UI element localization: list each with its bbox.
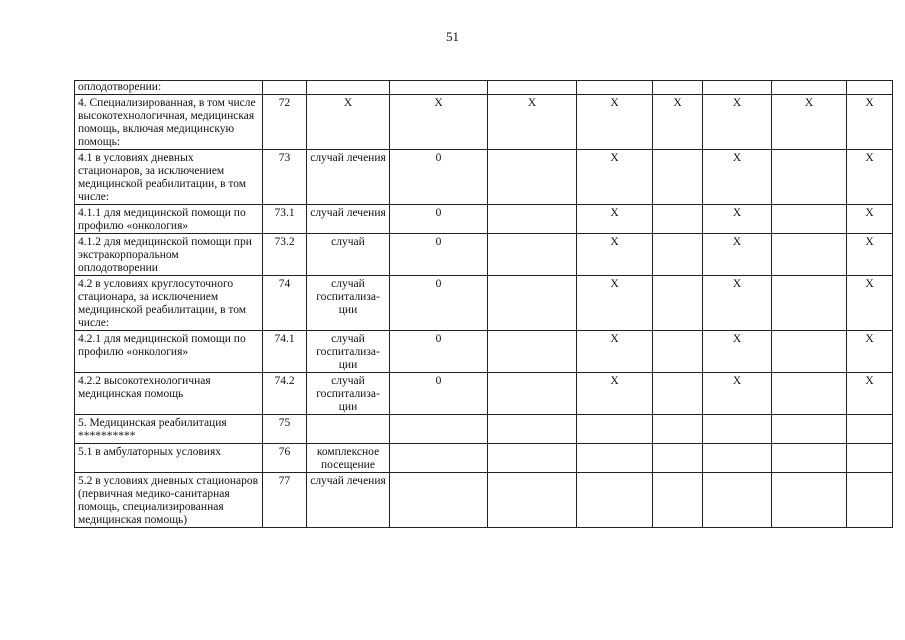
cell-row-code: 73.1 xyxy=(263,205,307,234)
cell-value xyxy=(847,473,893,528)
cell-indicator: 4.2.1 для медицинской помощи по профилю «онкология» xyxy=(75,331,263,373)
cell-value xyxy=(847,415,893,444)
cell-value xyxy=(577,81,653,95)
cell-unit: случай лечения xyxy=(307,473,390,528)
table-row xyxy=(75,444,893,473)
cell-value: 0 xyxy=(390,276,488,331)
cell-value: X xyxy=(703,373,772,415)
cell-indicator: 4.1 в условиях дневных стационаров, за исключением медицинской реабилитации, в том числе: xyxy=(75,150,263,205)
cell-value xyxy=(772,444,847,473)
cell-value xyxy=(653,150,703,205)
cell-value: X xyxy=(703,205,772,234)
cell-value xyxy=(577,444,653,473)
cell-row-code: 77 xyxy=(263,473,307,528)
cell-value xyxy=(390,415,488,444)
cell-value: X xyxy=(847,276,893,331)
cell-indicator: 4.1.1 для медицинской помощи по профилю «онкология» xyxy=(75,205,263,234)
cell-value xyxy=(390,444,488,473)
cell-unit: случай госпитализа-ции xyxy=(307,331,390,373)
cell-value xyxy=(488,373,577,415)
cell-value xyxy=(653,373,703,415)
cell-value xyxy=(703,444,772,473)
cell-indicator: 4. Специализированная, в том числе высокотехнологичная, медицинская помощь, включая медицинскую помощь: xyxy=(75,95,263,150)
cell-value xyxy=(488,415,577,444)
cell-value xyxy=(390,473,488,528)
cell-value xyxy=(577,473,653,528)
cell-value xyxy=(703,81,772,95)
cell-value: X xyxy=(577,373,653,415)
cell-value: X xyxy=(847,234,893,276)
cell-value: X xyxy=(577,276,653,331)
cell-value xyxy=(772,331,847,373)
cell-value: X xyxy=(488,95,577,150)
table-row xyxy=(75,95,893,150)
data-table xyxy=(74,80,893,528)
cell-value xyxy=(488,234,577,276)
cell-indicator: 5. Медицинская реабилитация ********** xyxy=(75,415,263,444)
cell-value xyxy=(488,473,577,528)
cell-value xyxy=(772,415,847,444)
cell-unit xyxy=(307,415,390,444)
cell-value: X xyxy=(703,276,772,331)
table-row xyxy=(75,276,893,331)
cell-value: X xyxy=(847,373,893,415)
table-row xyxy=(75,150,893,205)
cell-value xyxy=(847,81,893,95)
cell-row-code: 73.2 xyxy=(263,234,307,276)
cell-indicator: оплодотворении: xyxy=(75,81,263,95)
cell-unit: случай лечения xyxy=(307,150,390,205)
cell-row-code: 76 xyxy=(263,444,307,473)
cell-value xyxy=(653,81,703,95)
cell-value xyxy=(488,331,577,373)
table-row xyxy=(75,373,893,415)
table-row xyxy=(75,473,893,528)
cell-value xyxy=(703,473,772,528)
cell-value xyxy=(653,444,703,473)
cell-value xyxy=(653,473,703,528)
cell-value: X xyxy=(577,331,653,373)
cell-value xyxy=(488,276,577,331)
cell-value xyxy=(772,150,847,205)
cell-value: X xyxy=(703,234,772,276)
cell-indicator: 4.1.2 для медицинской помощи при экстракорпоральном оплодотворении xyxy=(75,234,263,276)
cell-row-code xyxy=(263,81,307,95)
cell-row-code: 74.2 xyxy=(263,373,307,415)
cell-row-code: 74.1 xyxy=(263,331,307,373)
cell-value xyxy=(488,150,577,205)
cell-value xyxy=(653,205,703,234)
table-row xyxy=(75,331,893,373)
cell-unit xyxy=(307,81,390,95)
cell-value: X xyxy=(577,150,653,205)
cell-value: X xyxy=(847,331,893,373)
cell-value xyxy=(847,444,893,473)
table-body xyxy=(75,81,893,528)
cell-indicator: 4.2.2 высокотехнологичная медицинская помощь xyxy=(75,373,263,415)
cell-row-code: 73 xyxy=(263,150,307,205)
cell-value: X xyxy=(847,205,893,234)
cell-value xyxy=(653,415,703,444)
cell-value xyxy=(390,81,488,95)
cell-value xyxy=(772,373,847,415)
cell-value: 0 xyxy=(390,234,488,276)
cell-unit: X xyxy=(307,95,390,150)
cell-value: 0 xyxy=(390,373,488,415)
cell-value: X xyxy=(577,205,653,234)
table-row xyxy=(75,81,893,95)
cell-unit: случай госпитализа-ции xyxy=(307,276,390,331)
cell-value: X xyxy=(577,234,653,276)
cell-value xyxy=(772,234,847,276)
cell-value: 0 xyxy=(390,331,488,373)
page-number: 51 xyxy=(446,29,459,44)
cell-indicator: 4.2 в условиях круглосуточного стационара, за исключением медицинской реабилитации, в том числе: xyxy=(75,276,263,331)
cell-value: X xyxy=(703,95,772,150)
table-row xyxy=(75,234,893,276)
cell-value xyxy=(488,81,577,95)
cell-unit: случай xyxy=(307,234,390,276)
cell-value xyxy=(772,473,847,528)
cell-value xyxy=(653,234,703,276)
cell-value xyxy=(772,205,847,234)
cell-value: 0 xyxy=(390,150,488,205)
cell-row-code: 74 xyxy=(263,276,307,331)
cell-value: X xyxy=(772,95,847,150)
cell-value: X xyxy=(390,95,488,150)
cell-value xyxy=(488,444,577,473)
cell-row-code: 72 xyxy=(263,95,307,150)
cell-value: X xyxy=(703,331,772,373)
cell-value: X xyxy=(847,95,893,150)
cell-value xyxy=(772,81,847,95)
cell-value: 0 xyxy=(390,205,488,234)
cell-value xyxy=(772,276,847,331)
cell-value xyxy=(488,205,577,234)
cell-unit: случай госпитализа-ции xyxy=(307,373,390,415)
cell-value: X xyxy=(577,95,653,150)
cell-value xyxy=(703,415,772,444)
cell-row-code: 75 xyxy=(263,415,307,444)
cell-value: X xyxy=(703,150,772,205)
cell-value xyxy=(577,415,653,444)
cell-unit: комплексное посещение xyxy=(307,444,390,473)
table-row xyxy=(75,205,893,234)
cell-indicator: 5.1 в амбулаторных условиях xyxy=(75,444,263,473)
cell-indicator: 5.2 в условиях дневных стационаров (первичная медико-санитарная помощь, специализированная медицинская помощь) xyxy=(75,473,263,528)
cell-value xyxy=(653,331,703,373)
cell-unit: случай лечения xyxy=(307,205,390,234)
cell-value: X xyxy=(847,150,893,205)
cell-value xyxy=(653,276,703,331)
table-row xyxy=(75,415,893,444)
cell-value: X xyxy=(653,95,703,150)
